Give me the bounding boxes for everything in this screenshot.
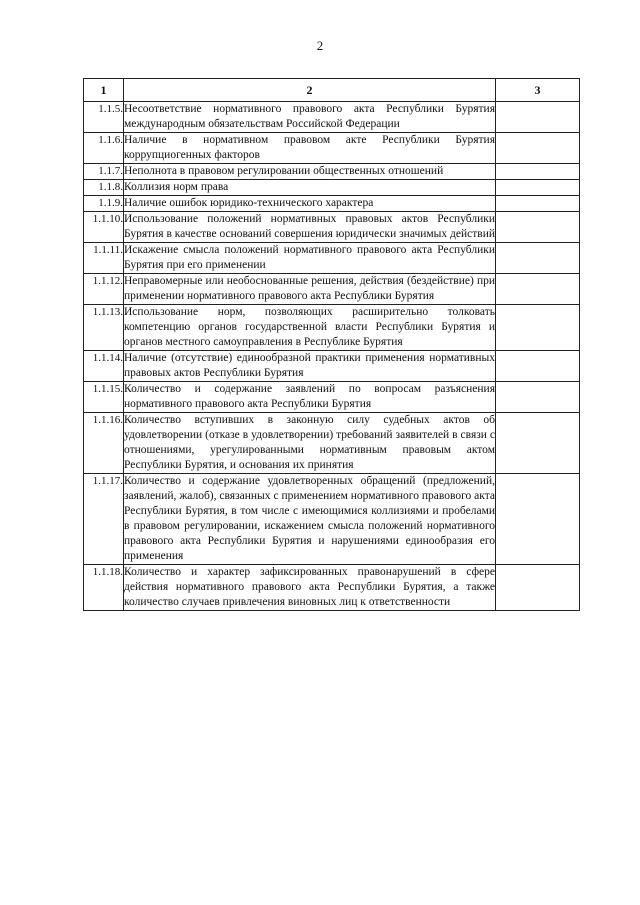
row-value-cell [496, 305, 580, 351]
row-criterion-text: Количество и содержание удовлетворенных обращений (предложений, заявлений, жалоб), связанных с применением нормативного правового акта Республики Бурятия, в том числе с имеющимися коллизиями и пробелами в правовом регулировании, искажением смысла положений нормативного правового акта Республики Бурятия и нарушениями единообразия его применения [124, 474, 496, 565]
row-criterion-text: Наличие ошибок юридико-технического характера [124, 196, 496, 212]
table-row [84, 351, 580, 382]
row-criterion-text: Наличие в нормативном правовом акте Республики Бурятия коррупциогенных факторов [124, 133, 496, 164]
row-number: 1.1.11. [84, 243, 124, 274]
row-criterion-text: Количество вступивших в законную силу судебных актов об удовлетворении (отказе в удовлетворении) требований заявителей в связи с отношениями, урегулированными нормативным правовым актом Республики Бурятия, и основания их принятия [124, 413, 496, 474]
row-criterion-text: Наличие (отсутствие) единообразной практики применения нормативных правовых актов Республики Бурятия [124, 351, 496, 382]
row-criterion-text: Коллизия норм права [124, 180, 496, 196]
row-value-cell [496, 382, 580, 413]
row-value-cell [496, 243, 580, 274]
row-criterion-text: Количество и характер зафиксированных правонарушений в сфере действия нормативного правового акта Республики Бурятия, а также количество случаев привлечения виновных лиц к ответственности [124, 565, 496, 611]
row-value-cell [496, 351, 580, 382]
row-number: 1.1.13. [84, 305, 124, 351]
header-col-2: 2 [124, 79, 496, 102]
table-row [84, 565, 580, 611]
row-value-cell [496, 565, 580, 611]
row-number: 1.1.9. [84, 196, 124, 212]
table-row [84, 382, 580, 413]
row-criterion-text: Использование положений нормативных правовых актов Республики Бурятия в качестве оснований совершения юридически значимых действий [124, 212, 496, 243]
row-number: 1.1.16. [84, 413, 124, 474]
row-criterion-text: Неправомерные или необоснованные решения, действия (бездействие) при применении нормативного правового акта Республики Бурятия [124, 274, 496, 305]
table-row [84, 243, 580, 274]
row-value-cell [496, 196, 580, 212]
page-number: 2 [316, 38, 324, 53]
table-row [84, 164, 580, 180]
row-value-cell [496, 212, 580, 243]
table-row [84, 133, 580, 164]
table-row [84, 212, 580, 243]
row-number: 1.1.15. [84, 382, 124, 413]
table-row [84, 274, 580, 305]
table-row [84, 413, 580, 474]
row-number: 1.1.18. [84, 565, 124, 611]
row-number: 1.1.12. [84, 274, 124, 305]
table-row [84, 102, 580, 133]
row-value-cell [496, 133, 580, 164]
table-row [84, 305, 580, 351]
row-value-cell [496, 164, 580, 180]
row-number: 1.1.8. [84, 180, 124, 196]
header-col-3: 3 [496, 79, 580, 102]
row-value-cell [496, 474, 580, 565]
monitoring-table [83, 78, 580, 611]
table-header-row [84, 79, 580, 102]
table-body [84, 102, 580, 611]
row-criterion-text: Использование норм, позволяющих расширительно толковать компетенцию органов государственной власти Республики Бурятия и органов местного самоуправления в Республике Бурятия [124, 305, 496, 351]
row-criterion-text: Несоответствие нормативного правового акта Республики Бурятия международным обязательствам Российской Федерации [124, 102, 496, 133]
row-number: 1.1.10. [84, 212, 124, 243]
row-value-cell [496, 180, 580, 196]
header-col-1: 1 [84, 79, 124, 102]
table-row [84, 474, 580, 565]
row-criterion-text: Неполнота в правовом регулировании общественных отношений [124, 164, 496, 180]
table-row [84, 180, 580, 196]
row-criterion-text: Количество и содержание заявлений по вопросам разъяснения нормативного правового акта Республики Бурятия [124, 382, 496, 413]
row-value-cell [496, 274, 580, 305]
row-value-cell [496, 102, 580, 133]
row-number: 1.1.17. [84, 474, 124, 565]
row-number: 1.1.14. [84, 351, 124, 382]
row-criterion-text: Искажение смысла положений нормативного правового акта Республики Бурятия при его применении [124, 243, 496, 274]
row-number: 1.1.7. [84, 164, 124, 180]
table-row [84, 196, 580, 212]
row-number: 1.1.6. [84, 133, 124, 164]
row-value-cell [496, 413, 580, 474]
row-number: 1.1.5. [84, 102, 124, 133]
